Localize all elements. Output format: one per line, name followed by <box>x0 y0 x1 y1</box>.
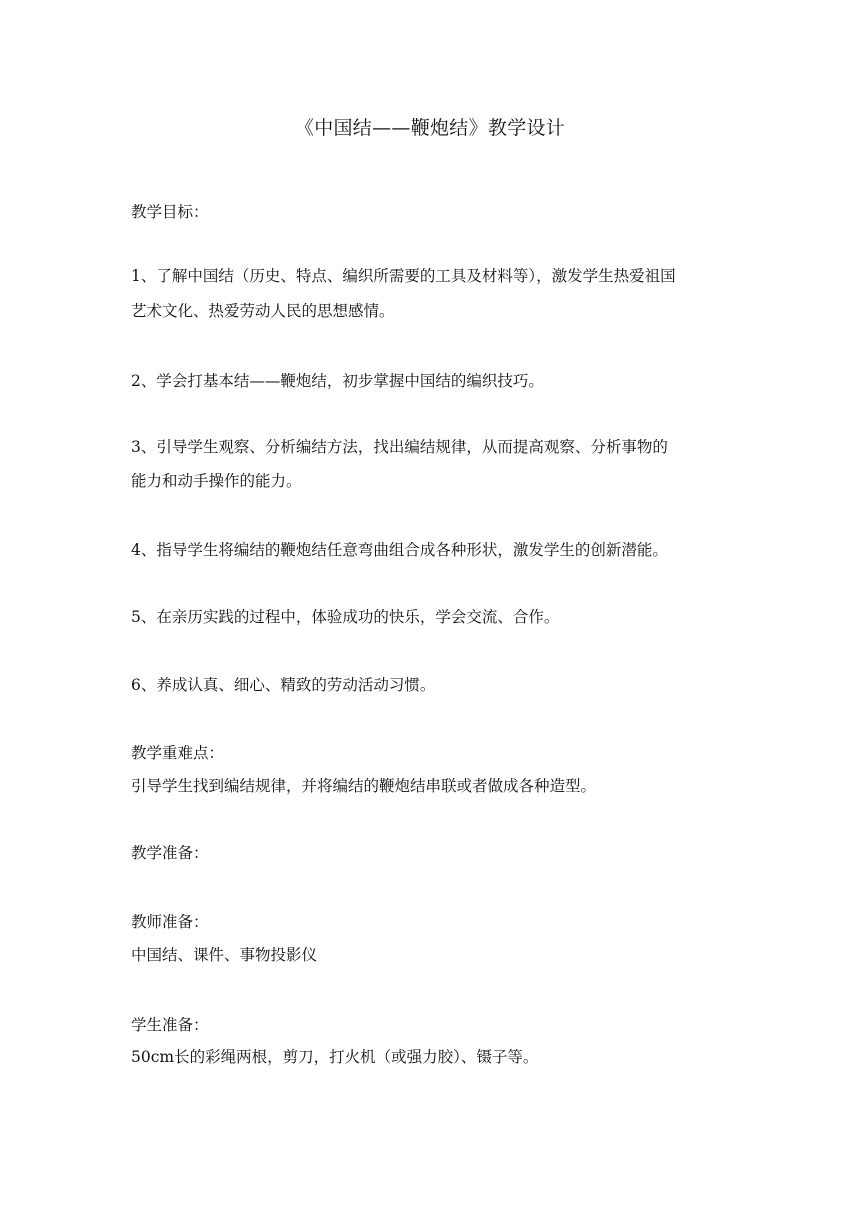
teacher-prep-heading: 教师准备： <box>131 913 209 931</box>
objective-1-line-2: 艺术文化、热爱劳动人民的思想感情。 <box>131 302 395 320</box>
student-prep-text: 50cm长的彩绳两根，剪刀，打火机（或强力胶）、镊子等。 <box>131 1048 539 1066</box>
document-title: 《中国结——鞭炮结》教学设计 <box>294 117 566 139</box>
key-points-heading: 教学重难点： <box>131 744 225 762</box>
objective-3-line-2: 能力和动手操作的能力。 <box>131 472 302 490</box>
student-prep-heading: 学生准备： <box>131 1016 209 1034</box>
objective-6: 6、养成认真、细心、精致的劳动活动习惯。 <box>131 676 436 694</box>
teacher-prep-text: 中国结、课件、事物投影仪 <box>131 946 318 964</box>
objective-4: 4、指导学生将编结的鞭炮结任意弯曲组合成各种形状，激发学生的创新潜能。 <box>131 541 668 559</box>
objective-3-line-1: 3、引导学生观察、分析编结方法，找出编结规律，从而提高观察、分析事物的 <box>131 438 668 456</box>
objective-2: 2、学会打基本结——鞭炮结，初步掌握中国结的编织技巧。 <box>131 372 544 390</box>
objective-5: 5、在亲历实践的过程中，体验成功的快乐，学会交流、合作。 <box>131 608 560 626</box>
preparation-heading: 教学准备： <box>131 844 209 862</box>
key-points-text: 引导学生找到编结规律，并将编结的鞭炮结串联或者做成各种造型。 <box>131 777 597 795</box>
objectives-heading: 教学目标： <box>131 203 209 221</box>
objective-1-line-1: 1、了解中国结（历史、特点、编织所需要的工具及材料等），激发学生热爱祖国 <box>131 267 676 285</box>
